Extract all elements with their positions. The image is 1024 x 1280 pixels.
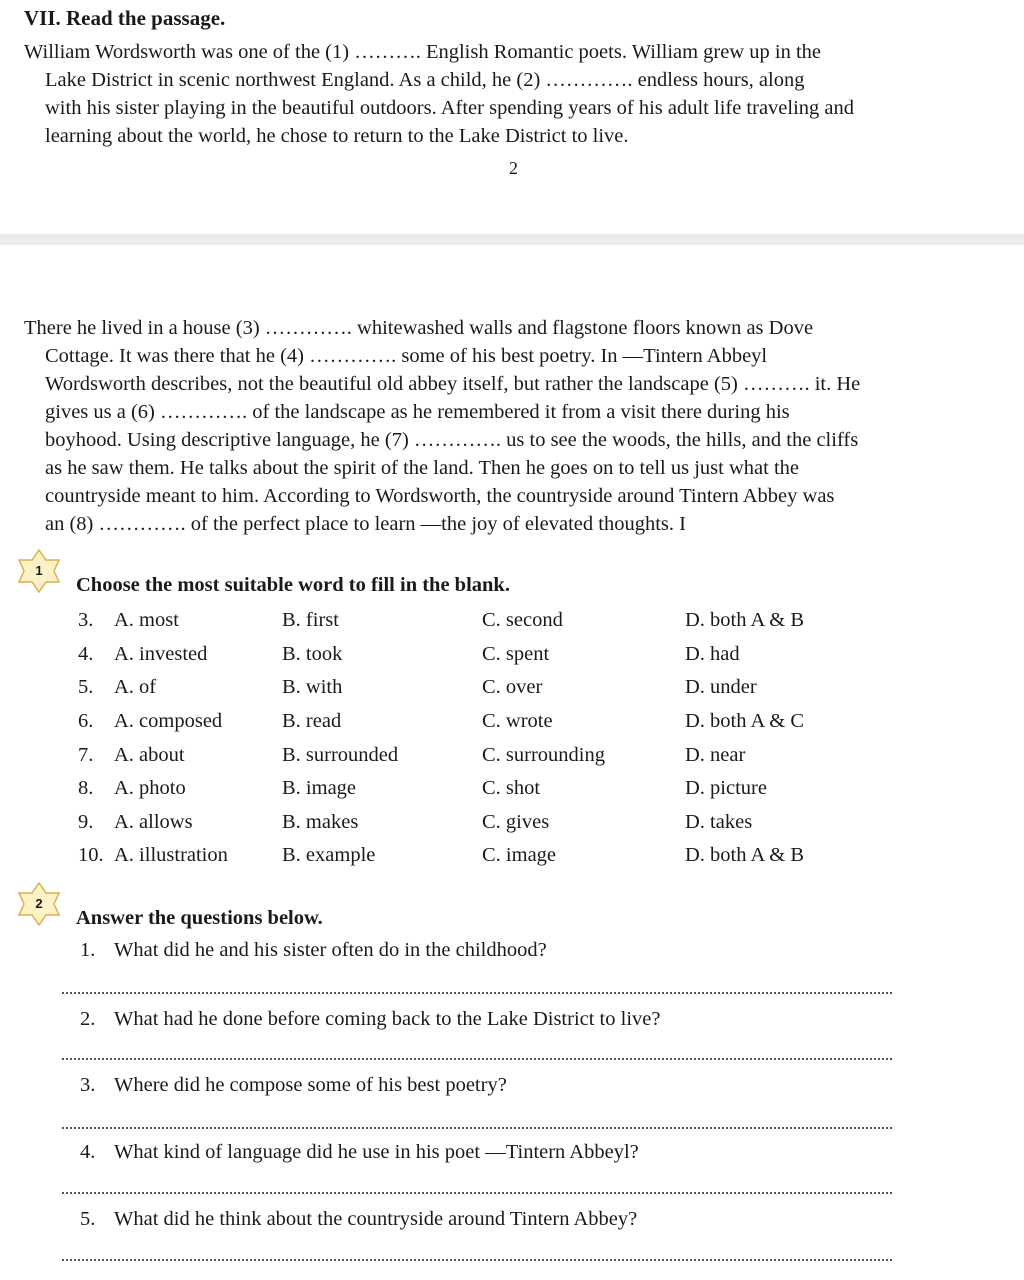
option-c: C. over — [482, 676, 543, 699]
option-c: C. second — [482, 609, 563, 632]
option-a: A. composed — [114, 710, 223, 733]
passage-line: learning about the world, he chose to return to the Lake District to live. — [45, 125, 629, 147]
answer-line[interactable] — [62, 1192, 892, 1194]
section-badge-2 — [16, 881, 62, 927]
option-c: C. shot — [482, 777, 541, 800]
option-b: B. read — [282, 710, 342, 733]
option-a: A. of — [114, 676, 157, 699]
question-number: 4. — [80, 1141, 96, 1163]
option-b: B. with — [282, 676, 343, 699]
question-number: 4. — [78, 642, 94, 665]
question-number: 10. — [78, 844, 104, 867]
passage-line: countryside meant to him. According to Wordsworth, the countryside around Tintern Abbey was — [45, 485, 835, 507]
passage-part-2 — [24, 314, 1019, 538]
question-item — [80, 939, 547, 962]
section-2-title: Answer the questions below. — [76, 907, 323, 929]
passage-part-1 — [24, 38, 1014, 150]
option-row — [78, 772, 845, 806]
option-d: D. both A & B — [685, 844, 805, 867]
passage-line: Wordsworth describes, not the beautiful old abbey itself, but rather the landscape (5) ………. it. He — [45, 373, 861, 395]
page-separator — [0, 234, 1024, 245]
option-d: D. had — [685, 642, 740, 665]
passage-line: There he lived in a house (3) …………. whitewashed walls and flagstone floors known as Dove — [24, 317, 814, 339]
answer-line[interactable] — [62, 1127, 892, 1129]
option-b: B. makes — [282, 810, 359, 833]
option-c: C. wrote — [482, 710, 553, 733]
option-d: D. takes — [685, 810, 753, 833]
option-b: B. surrounded — [282, 743, 399, 766]
passage-line: Cottage. It was there that he (4) …………. some of his best poetry. In —Tintern Abbeyl — [45, 345, 768, 367]
question-number: 2. — [80, 1008, 96, 1030]
question-item — [80, 1074, 507, 1097]
option-c: C. surrounding — [482, 743, 605, 766]
answer-line[interactable] — [62, 992, 892, 994]
passage-line: gives us a (6) …………. of the landscape as he remembered it from a visit there during his — [45, 401, 790, 423]
option-b: B. took — [282, 642, 343, 665]
question-number: 5. — [80, 1208, 96, 1230]
question-number: 6. — [78, 710, 94, 733]
passage-line: with his sister playing in the beautiful outdoors. After spending years of his adult life traveling and — [45, 97, 855, 119]
question-text: What did he think about the countryside around Tintern Abbey? — [114, 1208, 638, 1230]
option-a: A. allows — [114, 810, 193, 833]
option-b: B. image — [282, 777, 357, 800]
option-d: D. under — [685, 676, 757, 699]
option-row — [78, 705, 845, 739]
option-a: A. about — [114, 743, 185, 766]
option-row — [78, 638, 845, 672]
passage-line: boyhood. Using descriptive language, he (7) …………. us to see the woods, the hills, and the cliffs — [45, 429, 859, 451]
option-a: A. most — [114, 609, 179, 632]
question-item — [80, 1208, 637, 1231]
option-d: D. both A & B — [685, 609, 805, 632]
option-c: C. image — [482, 844, 557, 867]
section-badge-1 — [16, 548, 62, 594]
section-1-title: Choose the most suitable word to fill in the blank. — [76, 574, 510, 596]
question-number: 8. — [78, 777, 94, 800]
passage-line: William Wordsworth was one of the (1) ………. English Romantic poets. William grew up in the — [24, 41, 822, 63]
question-number: 9. — [78, 810, 94, 833]
option-d: D. picture — [685, 777, 767, 800]
option-d: D. near — [685, 743, 746, 766]
answer-line[interactable] — [62, 1058, 892, 1060]
option-row — [78, 738, 845, 772]
options-table — [78, 604, 845, 873]
option-row — [78, 671, 845, 705]
badge-number: 2 — [35, 896, 43, 911]
section-heading: VII. Read the passage. — [24, 6, 226, 30]
question-text: Where did he compose some of his best poetry? — [114, 1074, 507, 1096]
badge-number: 1 — [35, 563, 43, 578]
option-c: C. gives — [482, 810, 550, 833]
option-b: B. example — [282, 844, 376, 867]
question-number: 7. — [78, 743, 94, 766]
passage-line: as he saw them. He talks about the spirit of the land. Then he goes on to tell us just what the — [45, 457, 799, 479]
passage-line: Lake District in scenic northwest England. As a child, he (2) …………. endless hours, along — [45, 69, 805, 91]
question-number: 1. — [80, 939, 96, 961]
passage-line: an (8) …………. of the perfect place to learn —the joy of elevated thoughts. I — [45, 513, 686, 535]
question-number: 3. — [78, 609, 94, 632]
question-item — [80, 1008, 660, 1031]
option-c: C. spent — [482, 642, 550, 665]
question-number: 5. — [78, 676, 94, 699]
option-row — [78, 806, 845, 840]
question-item — [80, 1141, 639, 1164]
option-a: A. invested — [114, 642, 208, 665]
option-a: A. photo — [114, 777, 186, 800]
option-row — [78, 839, 845, 873]
option-a: A. illustration — [114, 844, 228, 867]
option-d: D. both A & C — [685, 710, 805, 733]
question-text: What kind of language did he use in his poet —Tintern Abbeyl? — [114, 1141, 639, 1163]
page-number: 2 — [509, 158, 518, 178]
question-text: What did he and his sister often do in the childhood? — [114, 939, 547, 961]
question-text: What had he done before coming back to the Lake District to live? — [114, 1008, 661, 1030]
option-b: B. first — [282, 609, 339, 632]
answer-line[interactable] — [62, 1259, 892, 1261]
option-row — [78, 604, 845, 638]
question-number: 3. — [80, 1074, 96, 1096]
